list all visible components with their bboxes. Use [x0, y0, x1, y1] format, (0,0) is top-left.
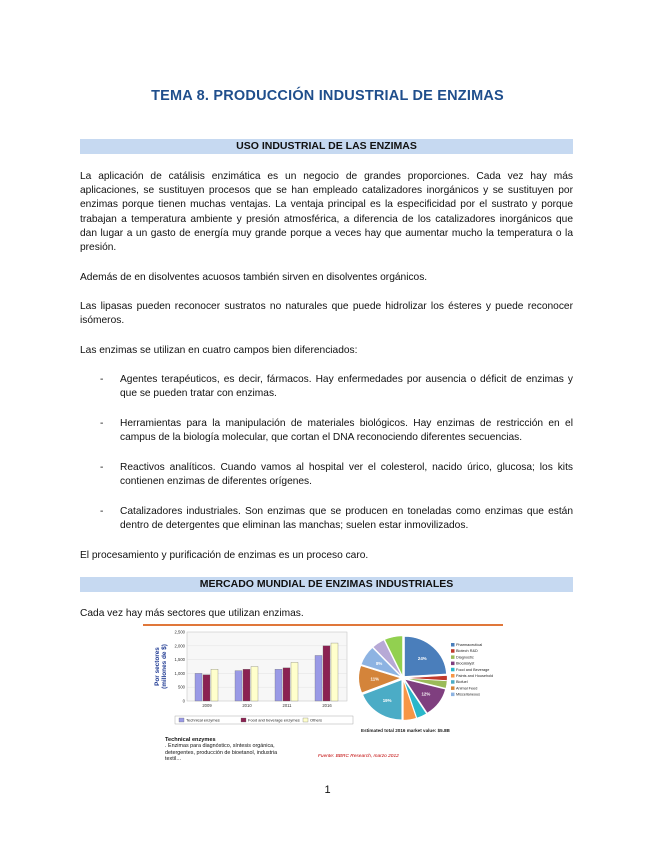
paragraph-procesamiento: El procesamiento y purificación de enzimas es un proceso caro.	[80, 550, 369, 561]
legend-label: Miscellaneous	[456, 692, 481, 697]
y-axis-label	[154, 644, 168, 689]
y-tick-label: 1,500	[174, 657, 185, 663]
paragraph-campos: Las enzimas se utilizan en cuatro campos bien diferenciados:	[80, 345, 358, 356]
bullet-dash: -	[100, 506, 104, 517]
paragraph-intro: La aplicación de catálisis enzimática es un negocio de grandes proporciones. Cada vez hay más aplicaciones, se sustituyen procesos que se han empleado catalizadores inorgánicos y se sustituyen por enzimas porque tienen muchas ventajas. La ventaja principal es la especificidad por el sustrato y porque trabajan a temperatura ambiente y presión atmosférica, a diferencia de los catalizadores inorgánicos que dan lugar a un gasto de energía muy grande porque a veces hay que aumentar mucho la temperatura o la presión.	[80, 171, 573, 254]
pie-footer: Estimated total 2016 market value: $5.8B	[361, 728, 450, 733]
figure-source: Fuente: BBRC Research, marzo 2012	[318, 754, 399, 759]
legend-label: Biotech R&D	[456, 649, 478, 654]
section-heading-uso-industrial: USO INDUSTRIAL DE LAS ENZIMAS	[80, 139, 573, 154]
bar	[211, 669, 218, 701]
market-figure	[143, 624, 503, 764]
y-tick-label: 500	[178, 684, 185, 690]
legend-label: Technical enzymes	[186, 717, 220, 723]
caption-body: . Enzimas para diagnóstico, síntesis orgánica, detergentes, producción de bioetanol, industria textil…	[165, 743, 278, 763]
bar	[275, 669, 282, 701]
legend-label: Food and beverage enzymes	[248, 717, 300, 723]
y-axis-label-line: (millones de $)	[161, 644, 168, 689]
legend-label: Pharmaceutical	[456, 643, 483, 647]
list-item-text: Reactivos analíticos. Cuando vamos al hospital ver el colesterol, nacido úrico, glucosa; los kits contienen enzimas de diferentes orígenes.	[120, 462, 573, 488]
legend-swatch	[451, 643, 455, 647]
legend-swatch	[451, 649, 455, 653]
bar	[283, 668, 290, 701]
bar	[331, 643, 338, 701]
list-item-text: Agentes terapéuticos, es decir, fármacos. Hay enfermedades por ausencia o déficit de enzimas y que se pueden tratar con enzimas.	[120, 374, 573, 400]
list-item	[100, 461, 573, 489]
y-tick-label: 0	[182, 698, 185, 704]
legend-label: Food and Beverage	[456, 667, 490, 672]
pie-slice-label: 19%	[382, 697, 392, 703]
legend-swatch	[179, 718, 184, 722]
legend-swatch	[451, 680, 455, 684]
paragraph-lipasas: Las lipasas pueden reconocer sustratos no naturales que puede hidrolizar los ésteres y puede reconocer isómeros.	[80, 301, 573, 327]
legend-swatch	[451, 655, 455, 659]
bullet-dash: -	[100, 418, 104, 429]
page-number: 1	[324, 784, 331, 796]
caption-bold: Technical enzymes	[165, 737, 216, 743]
legend-label: Paints and Household	[456, 674, 494, 678]
x-tick-label: 2016	[322, 703, 332, 708]
bar	[235, 671, 242, 701]
bar	[195, 673, 202, 701]
market-figure-svg	[143, 624, 503, 764]
bar	[291, 662, 298, 701]
legend-label: Diagnostic	[456, 655, 474, 660]
bar-chart	[154, 630, 353, 725]
legend-swatch	[451, 686, 455, 690]
x-tick-label: 2009	[202, 703, 212, 708]
y-tick-label: 2,000	[174, 643, 185, 649]
bullet-dash: -	[100, 374, 104, 385]
legend-swatch	[303, 718, 308, 722]
list-item-text: Herramientas para la manipulación de materiales biológicos. Hay enzimas de restricción en el campus de la biología molecular, que cortan el DNA reconociendo diferentes secuencias.	[120, 418, 573, 444]
list-item	[100, 505, 573, 533]
bar	[243, 669, 250, 701]
y-tick-label: 2,500	[174, 629, 185, 635]
pie-slice-label: 24%	[417, 655, 427, 661]
bar	[315, 655, 322, 701]
list-item-text: Catalizadores industriales. Son enzimas que se producen en toneladas como enzimas que están dentro de detergentes que eliminan las manchas; suelen estar inmovilizados.	[120, 506, 573, 532]
pie-slice-label: 12%	[421, 691, 431, 697]
bar	[323, 646, 330, 701]
bar	[203, 675, 210, 701]
legend-swatch	[241, 718, 246, 722]
bar	[251, 667, 258, 702]
page-title: TEMA 8. PRODUCCIÓN INDUSTRIAL DE ENZIMAS	[151, 88, 504, 104]
y-axis-label-line: Por sectores	[154, 647, 161, 686]
legend-label: Others	[310, 717, 323, 723]
pie-slice-label: 11%	[370, 676, 380, 682]
legend-swatch	[451, 662, 455, 666]
legend-label: Biocatalyst	[456, 661, 475, 666]
paragraph-disolventes: Además de en disolventes acuosos también sirven en disolventes orgánicos.	[80, 272, 428, 283]
x-tick-label: 2010	[242, 703, 252, 708]
pie-slice-label: 8%	[375, 661, 383, 667]
legend-swatch	[451, 668, 455, 672]
legend-label: Animal Feed	[456, 686, 478, 691]
section-heading-mercado: MERCADO MUNDIAL DE ENZIMAS INDUSTRIALES	[80, 577, 573, 592]
list-item	[100, 417, 573, 445]
bullet-dash: -	[100, 462, 104, 473]
pie-legend	[451, 643, 493, 697]
pie-chart	[359, 636, 447, 720]
x-tick-label: 2011	[282, 703, 292, 708]
paragraph-sectores: Cada vez hay más sectores que utilizan enzimas.	[80, 608, 304, 619]
legend-swatch	[451, 674, 455, 678]
y-tick-label: 1,000	[174, 670, 185, 676]
legend-swatch	[451, 693, 455, 697]
list-item	[100, 373, 573, 401]
legend-label: Biofuel	[456, 680, 468, 685]
